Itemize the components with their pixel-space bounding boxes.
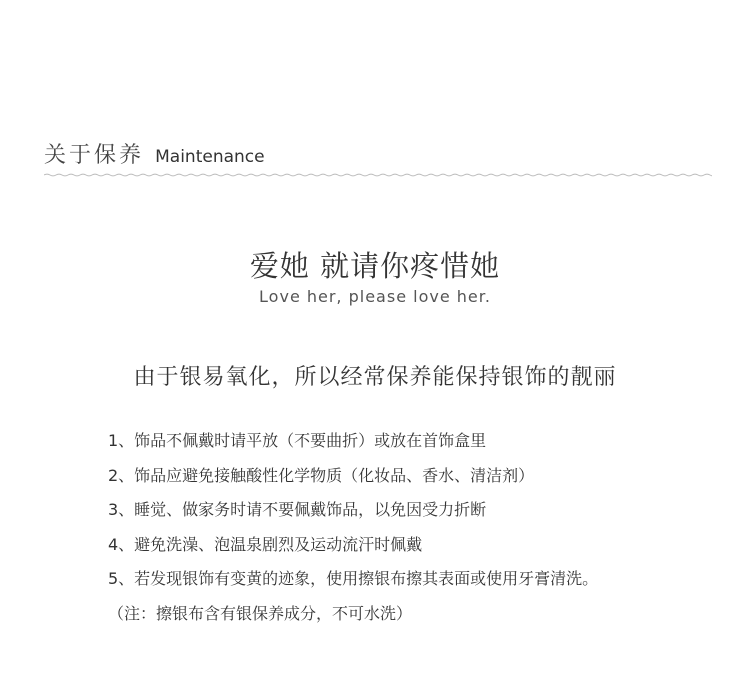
wave-divider (44, 170, 712, 180)
section-title-cn: 关于保养 (44, 143, 145, 168)
care-list (108, 424, 598, 631)
care-headline: 由于银易氧化，所以经常保养能保持银饰的靓丽 (133, 365, 617, 390)
care-item: 5、若发现银饰有变黄的迹象，使用擦银布擦其表面或使用牙膏清洗。 (108, 569, 599, 588)
care-item: 1、饰品不佩戴时请平放（不要曲折）或放在首饰盒里 (108, 431, 487, 450)
tagline-en: Love her, please love her. (259, 287, 491, 306)
care-item: （注：擦银布含有银保养成分，不可水洗） (108, 603, 413, 623)
care-item: 3、睡觉、做家务时请不要佩戴饰品，以免因受力折断 (108, 500, 487, 519)
care-item: 2、饰品应避免接触酸性化学物质（化妆品、香水、清洁剂） (108, 465, 535, 485)
section-header (44, 138, 265, 169)
tagline-cn: 爱她 就请你疼惜她 (249, 249, 501, 283)
care-item: 4、避免洗澡、泡温泉剧烈及运动流汗时佩戴 (108, 534, 423, 554)
section-title-en: Maintenance (155, 147, 265, 167)
